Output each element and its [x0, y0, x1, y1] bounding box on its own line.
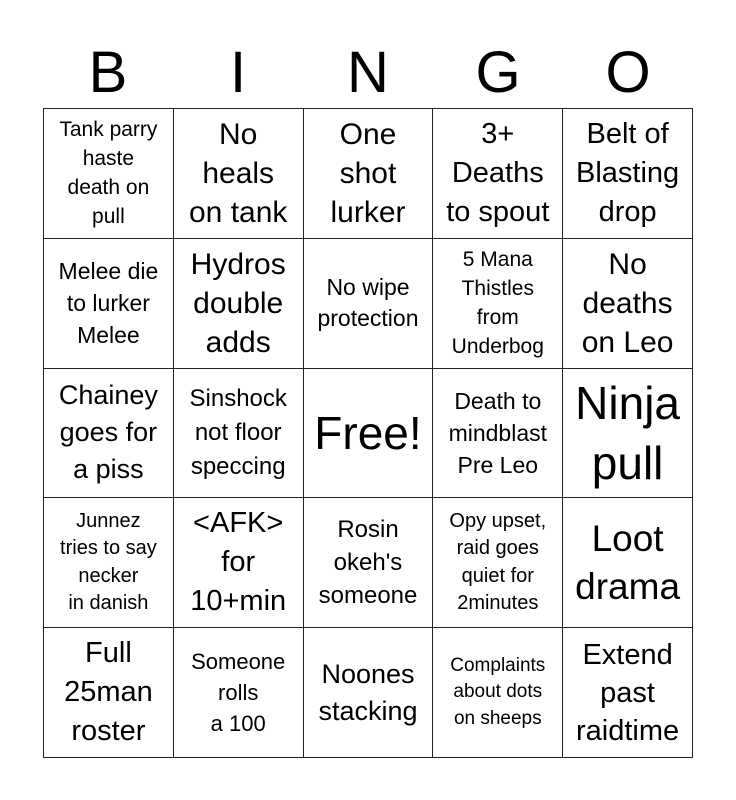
bingo-cell-text-line: Melee	[77, 322, 140, 349]
bingo-cell-text-line: Chainey	[58, 380, 158, 411]
bingo-cell-n3[interactable]	[304, 369, 434, 499]
header-letter-n: N	[347, 40, 389, 105]
bingo-cell-n4[interactable]	[304, 498, 434, 628]
bingo-cell-text-line: from	[476, 306, 519, 330]
bingo-cell-text-line: mindblast	[448, 419, 547, 446]
bingo-cell-text-line: deaths	[582, 286, 673, 320]
bingo-cell-g4[interactable]	[433, 498, 563, 628]
bingo-cell-text-line: Belt of	[586, 117, 669, 150]
bingo-cell-o3[interactable]	[563, 369, 693, 499]
bingo-cell-text-line: raidtime	[576, 714, 680, 747]
bingo-cell-text-line: <AFK>	[193, 507, 284, 540]
bingo-cell-text-line: haste	[82, 147, 135, 171]
header-letter-g: G	[475, 40, 521, 105]
bingo-cell-text-line: 10+min	[190, 585, 287, 618]
bingo-cell-text-line: drop	[598, 195, 657, 228]
bingo-cell-o5[interactable]	[563, 628, 693, 758]
bingo-cell-text-line: past	[600, 676, 655, 709]
bingo-cell-text-line: stacking	[318, 695, 418, 726]
bingo-cell-text-line: someone	[318, 582, 418, 610]
bingo-cell-text-line: protection	[317, 305, 419, 332]
bingo-cell-text-line: for	[221, 546, 256, 579]
bingo-cell-text-line: pull	[92, 205, 125, 229]
bingo-cell-g2[interactable]	[433, 239, 563, 369]
bingo-cell-text-line: rolls	[218, 680, 259, 706]
bingo-cell-text-line: heals	[202, 156, 275, 190]
bingo-cell-o2[interactable]	[563, 239, 693, 369]
bingo-cell-i3[interactable]	[174, 369, 304, 499]
bingo-grid	[43, 108, 693, 758]
bingo-cell-text-line: Sinshock	[189, 384, 287, 412]
bingo-cell-n5[interactable]	[304, 628, 434, 758]
bingo-cell-text-line: about dots	[453, 681, 543, 703]
bingo-cell-text-line: on tank	[188, 195, 288, 229]
bingo-cell-text-line: double	[193, 286, 284, 320]
bingo-cell-text-line: Someone	[191, 649, 286, 675]
bingo-cell-b4[interactable]	[44, 498, 174, 628]
bingo-cell-text-line: Opy upset,	[449, 509, 547, 532]
bingo-cell-text-line: tries to say	[60, 537, 157, 560]
bingo-cell-text-line: No	[608, 247, 647, 281]
bingo-cell-text-line: not floor	[194, 418, 282, 446]
bingo-cell-text-line: shot	[339, 156, 397, 190]
bingo-cell-text-line: death on	[67, 176, 150, 200]
bingo-cell-b1[interactable]	[44, 109, 174, 239]
bingo-cell-text-line: on Leo	[581, 325, 674, 359]
bingo-cell-text-line: 5 Mana	[462, 248, 533, 272]
header-letter-i: I	[229, 40, 247, 105]
bingo-cell-text-line: pull	[591, 436, 664, 489]
bingo-cell-i4[interactable]	[174, 498, 304, 628]
bingo-cell-text-line: on sheeps	[453, 707, 542, 729]
header-letter-o: O	[605, 40, 651, 105]
bingo-cell-text-line: Death to	[454, 387, 542, 414]
bingo-cell-text-line: Pre Leo	[457, 451, 539, 478]
bingo-cell-n1[interactable]	[304, 109, 434, 239]
bingo-cell-g5[interactable]	[433, 628, 563, 758]
bingo-cell-text-line: lurker	[330, 195, 406, 229]
bingo-cell-text-line: to lurker	[66, 290, 150, 317]
bingo-cell-g1[interactable]	[433, 109, 563, 239]
bingo-cell-text-line: adds	[205, 325, 271, 359]
bingo-cell-text-line: quiet for	[461, 564, 534, 587]
bingo-cell-text-line: Extend	[582, 638, 673, 671]
bingo-cell-text-line: drama	[575, 565, 681, 607]
bingo-cell-text-line: Free!	[314, 406, 422, 459]
bingo-cell-text-line: Rosin	[337, 516, 399, 544]
bingo-cell-text-line: Loot	[591, 517, 664, 559]
bingo-cell-text-line: a 100	[210, 711, 266, 737]
bingo-cell-g3[interactable]	[433, 369, 563, 499]
bingo-cell-text-line: 25man	[64, 676, 153, 709]
bingo-cell-text-line: Hydros	[190, 247, 286, 281]
bingo-cell-text-line: Junnez	[76, 509, 141, 532]
bingo-cell-b5[interactable]	[44, 628, 174, 758]
bingo-cell-n2[interactable]	[304, 239, 434, 369]
bingo-cell-text-line: Blasting	[576, 156, 680, 189]
bingo-cell-text-line: a piss	[73, 454, 144, 485]
bingo-cell-text-line: necker	[78, 564, 139, 587]
bingo-cell-text-line: One	[339, 117, 397, 151]
bingo-cell-text-line: Ninja	[575, 376, 680, 429]
bingo-cell-text-line: Full	[85, 637, 132, 670]
bingo-cell-text-line: to spout	[446, 195, 550, 228]
bingo-cell-i2[interactable]	[174, 239, 304, 369]
bingo-cell-text-line: No	[219, 117, 258, 151]
bingo-cell-text-line: raid goes	[456, 537, 539, 560]
bingo-cell-text-line: Melee die	[58, 258, 159, 285]
bingo-cell-b3[interactable]	[44, 369, 174, 499]
bingo-cell-text-line: Thistles	[461, 277, 534, 301]
bingo-cell-i1[interactable]	[174, 109, 304, 239]
bingo-header	[43, 40, 693, 106]
bingo-cell-text-line: roster	[71, 715, 146, 748]
bingo-cell-text-line: okeh's	[333, 549, 403, 577]
bingo-cell-text-line: Complaints	[450, 654, 546, 676]
bingo-cell-text-line: speccing	[190, 452, 286, 480]
bingo-cell-text-line: 2minutes	[457, 592, 539, 615]
bingo-cell-text-line: 3+	[481, 117, 515, 150]
bingo-cell-text-line: Underbog	[451, 335, 544, 359]
bingo-cell-text-line: in danish	[68, 592, 149, 615]
bingo-cell-o4[interactable]	[563, 498, 693, 628]
bingo-cell-text-line: Deaths	[451, 156, 544, 189]
bingo-cell-b2[interactable]	[44, 239, 174, 369]
bingo-cell-text-line: No wipe	[326, 274, 410, 301]
bingo-cell-text-line: goes for	[59, 417, 158, 448]
bingo-cell-text-line: Tank parry	[59, 118, 158, 142]
bingo-cell-o1[interactable]	[563, 109, 693, 239]
bingo-cell-i5[interactable]	[174, 628, 304, 758]
header-letter-b: B	[88, 40, 128, 105]
bingo-cell-text-line: Noones	[321, 658, 415, 689]
